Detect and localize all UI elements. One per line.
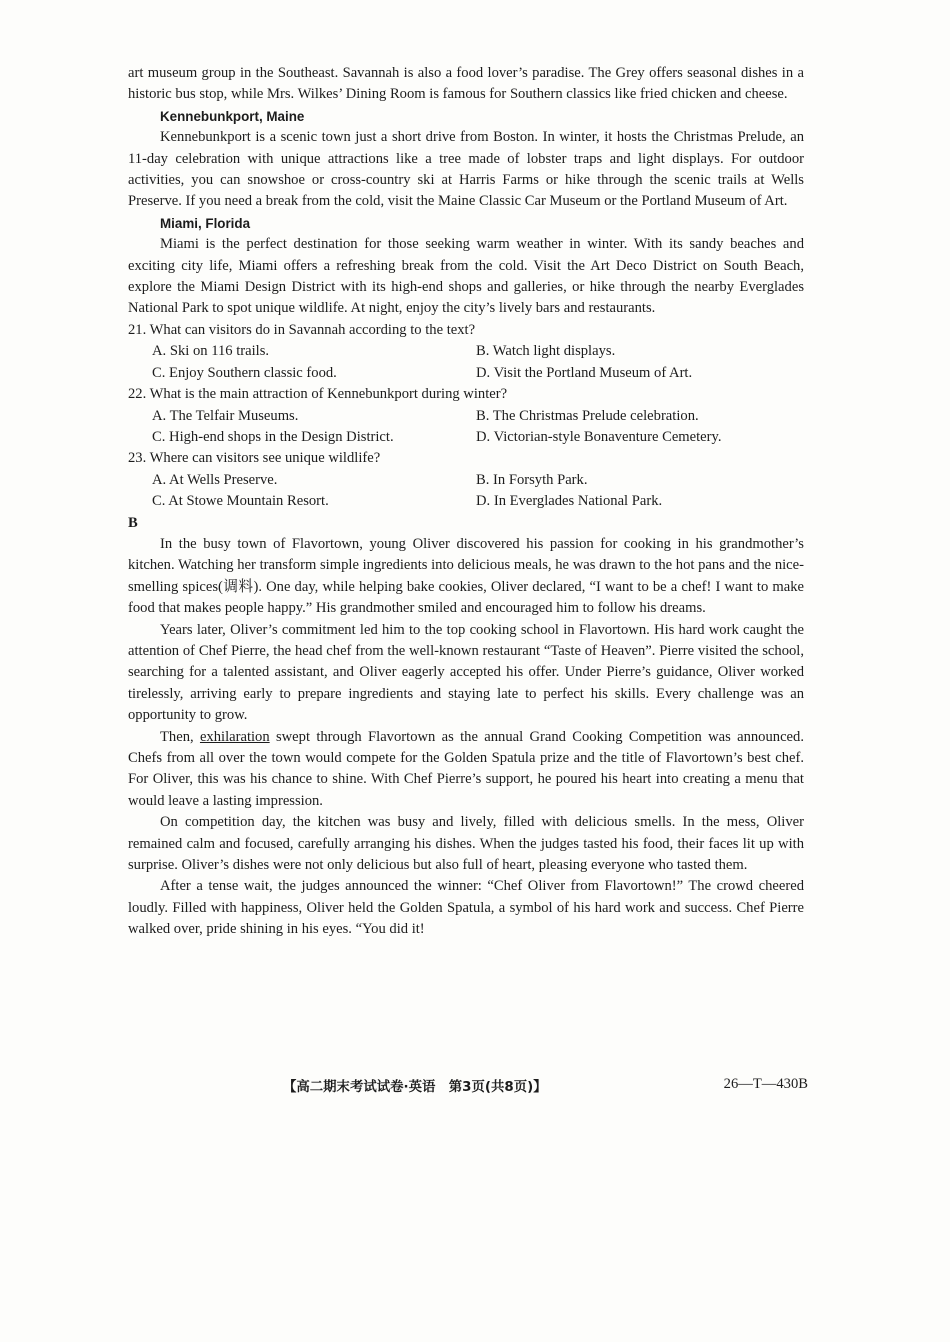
- p3-start: Then,: [160, 728, 194, 745]
- passage-a-intro: art museum group in the Southeast. Savannah is also a food lover’s paradise. The Grey offers seasonal dishes in a historic bus stop, while Mrs. Wilkes’ Dining Room is famous for Southern classics like fried chicken and cheese.: [128, 65, 804, 103]
- passage-b-paragraph-2: Years later, Oliver’s commitment led him to the top cooking school in Flavortown. His hard work caught the attention of Chef Pierre, the head chef from the well-known restaurant “Taste of Heaven”. Pierre visited the school, searching for a talented assistant, and Oliver eagerly accepted his offer. Under Pierre’s guidance, Oliver worked tirelessly, arriving early to prepare ingredients and staying late to perfect his skills. Every challenge was an opportunity to grow.: [128, 621, 804, 724]
- question-stem: 22. What is the main attraction of Kennebunkport during winter?: [128, 386, 508, 403]
- option-a: A. Ski on 116 trails.: [152, 343, 270, 360]
- question-options: [128, 341, 804, 384]
- option-c: C. Enjoy Southern classic food.: [152, 364, 337, 381]
- p3-rest: swept through Flavortown as the annual Grand Cooking Competition was announced. Chefs from all over the town would compete for the Golden Spatula prize and the title of Flavortown’s best chef. For Oliver, this was his chance to shine. With Chef Pierre’s support, he poured his heart into creating a menu that would leave a lasting impression.: [128, 728, 804, 809]
- passage-b-paragraph-5: After a tense wait, the judges announced the winner: “Chef Oliver from Flavortown!” The crowd cheered loudly. Filled with happiness, Oliver held the Golden Spatula, a symbol of his hard work and success. Chef Pierre walked over, pride shining in his eyes. “You did it!: [128, 878, 804, 938]
- miami-paragraph: Miami is the perfect destination for those seeking warm weather in winter. With its sandy beaches and exciting city life, Miami offers a refreshing break from the cold. Visit the Art Deco District on South Beach, explore the Miami Design District with its high-end shops and galleries, or hike through the nearby Everglades National Park to spot unique wildlife. At night, enjoy the city’s lively bars and restaurants.: [128, 236, 804, 317]
- footer-code: 26—T—430B: [723, 1076, 808, 1092]
- option-c: C. High-end shops in the Design District.: [152, 428, 394, 445]
- question-stem: 23. Where can visitors see unique wildlife?: [128, 450, 381, 467]
- option-d: D. In Everglades National Park.: [476, 493, 663, 510]
- question-21: [128, 320, 804, 384]
- option-b: B. In Forsyth Park.: [476, 471, 588, 488]
- section-b-label: B: [128, 514, 138, 531]
- question-22: [128, 384, 804, 448]
- question-23: [128, 448, 804, 512]
- question-stem: 21. What can visitors do in Savannah according to the text?: [128, 321, 476, 338]
- underlined-word-exhilaration: exhilaration: [199, 728, 270, 745]
- question-options: [128, 406, 804, 449]
- option-b: B. The Christmas Prelude celebration.: [476, 407, 699, 424]
- passage-b-paragraph-4: On competition day, the kitchen was busy and lively, filled with delicious smells. In the mess, Oliver remained calm and focused, carefully arranging his dishes. When the judges tasted his food, their faces lit up with surprise. Oliver’s dishes were not only delicious but also full of heart, pleasing everyone who tasted them.: [128, 814, 804, 874]
- option-c: C. At Stowe Mountain Resort.: [152, 493, 329, 510]
- heading-miami: Miami, Florida: [160, 215, 251, 231]
- kennebunkport-paragraph: Kennebunkport is a scenic town just a short drive from Boston. In winter, it hosts the Christmas Prelude, an 11-day celebration with unique attractions like a tree made of lobster traps and light displays. For outdoor activities, you can snowshoe or cross-country ski at Harris Farms or hike through the scenic trails at Wells Preserve. If you need a break from the cold, visit the Maine Classic Car Museum or the Portland Museum of Art.: [128, 129, 804, 210]
- option-b: B. Watch light displays.: [476, 343, 616, 360]
- page-content: [128, 63, 804, 941]
- passage-b-paragraph-1: In the busy town of Flavortown, young Oliver discovered his passion for cooking in his grandmother’s kitchen. Watching her transform simple ingredients into delicious meals, he was drawn to the hot pans and the nice-smelling spices(调料). One day, while helping bake cookies, Oliver declared, “I want to be a chef! I want to make food that makes people happy.” His grandmother smiled and encouraged him to follow his dreams.: [128, 535, 804, 617]
- passage-b-paragraph-3: [128, 727, 804, 813]
- option-a: A. At Wells Preserve.: [152, 471, 278, 488]
- heading-kennebunkport: Kennebunkport, Maine: [160, 108, 305, 124]
- option-d: D. Victorian-style Bonaventure Cemetery.: [476, 428, 722, 445]
- footer-title: 【高二期末考试试卷·英语 第3页(共8页)】: [283, 1080, 547, 1095]
- option-a: A. The Telfair Museums.: [152, 407, 299, 424]
- question-options: [128, 470, 804, 513]
- page-footer: [283, 1076, 808, 1095]
- option-d: D. Visit the Portland Museum of Art.: [476, 364, 693, 381]
